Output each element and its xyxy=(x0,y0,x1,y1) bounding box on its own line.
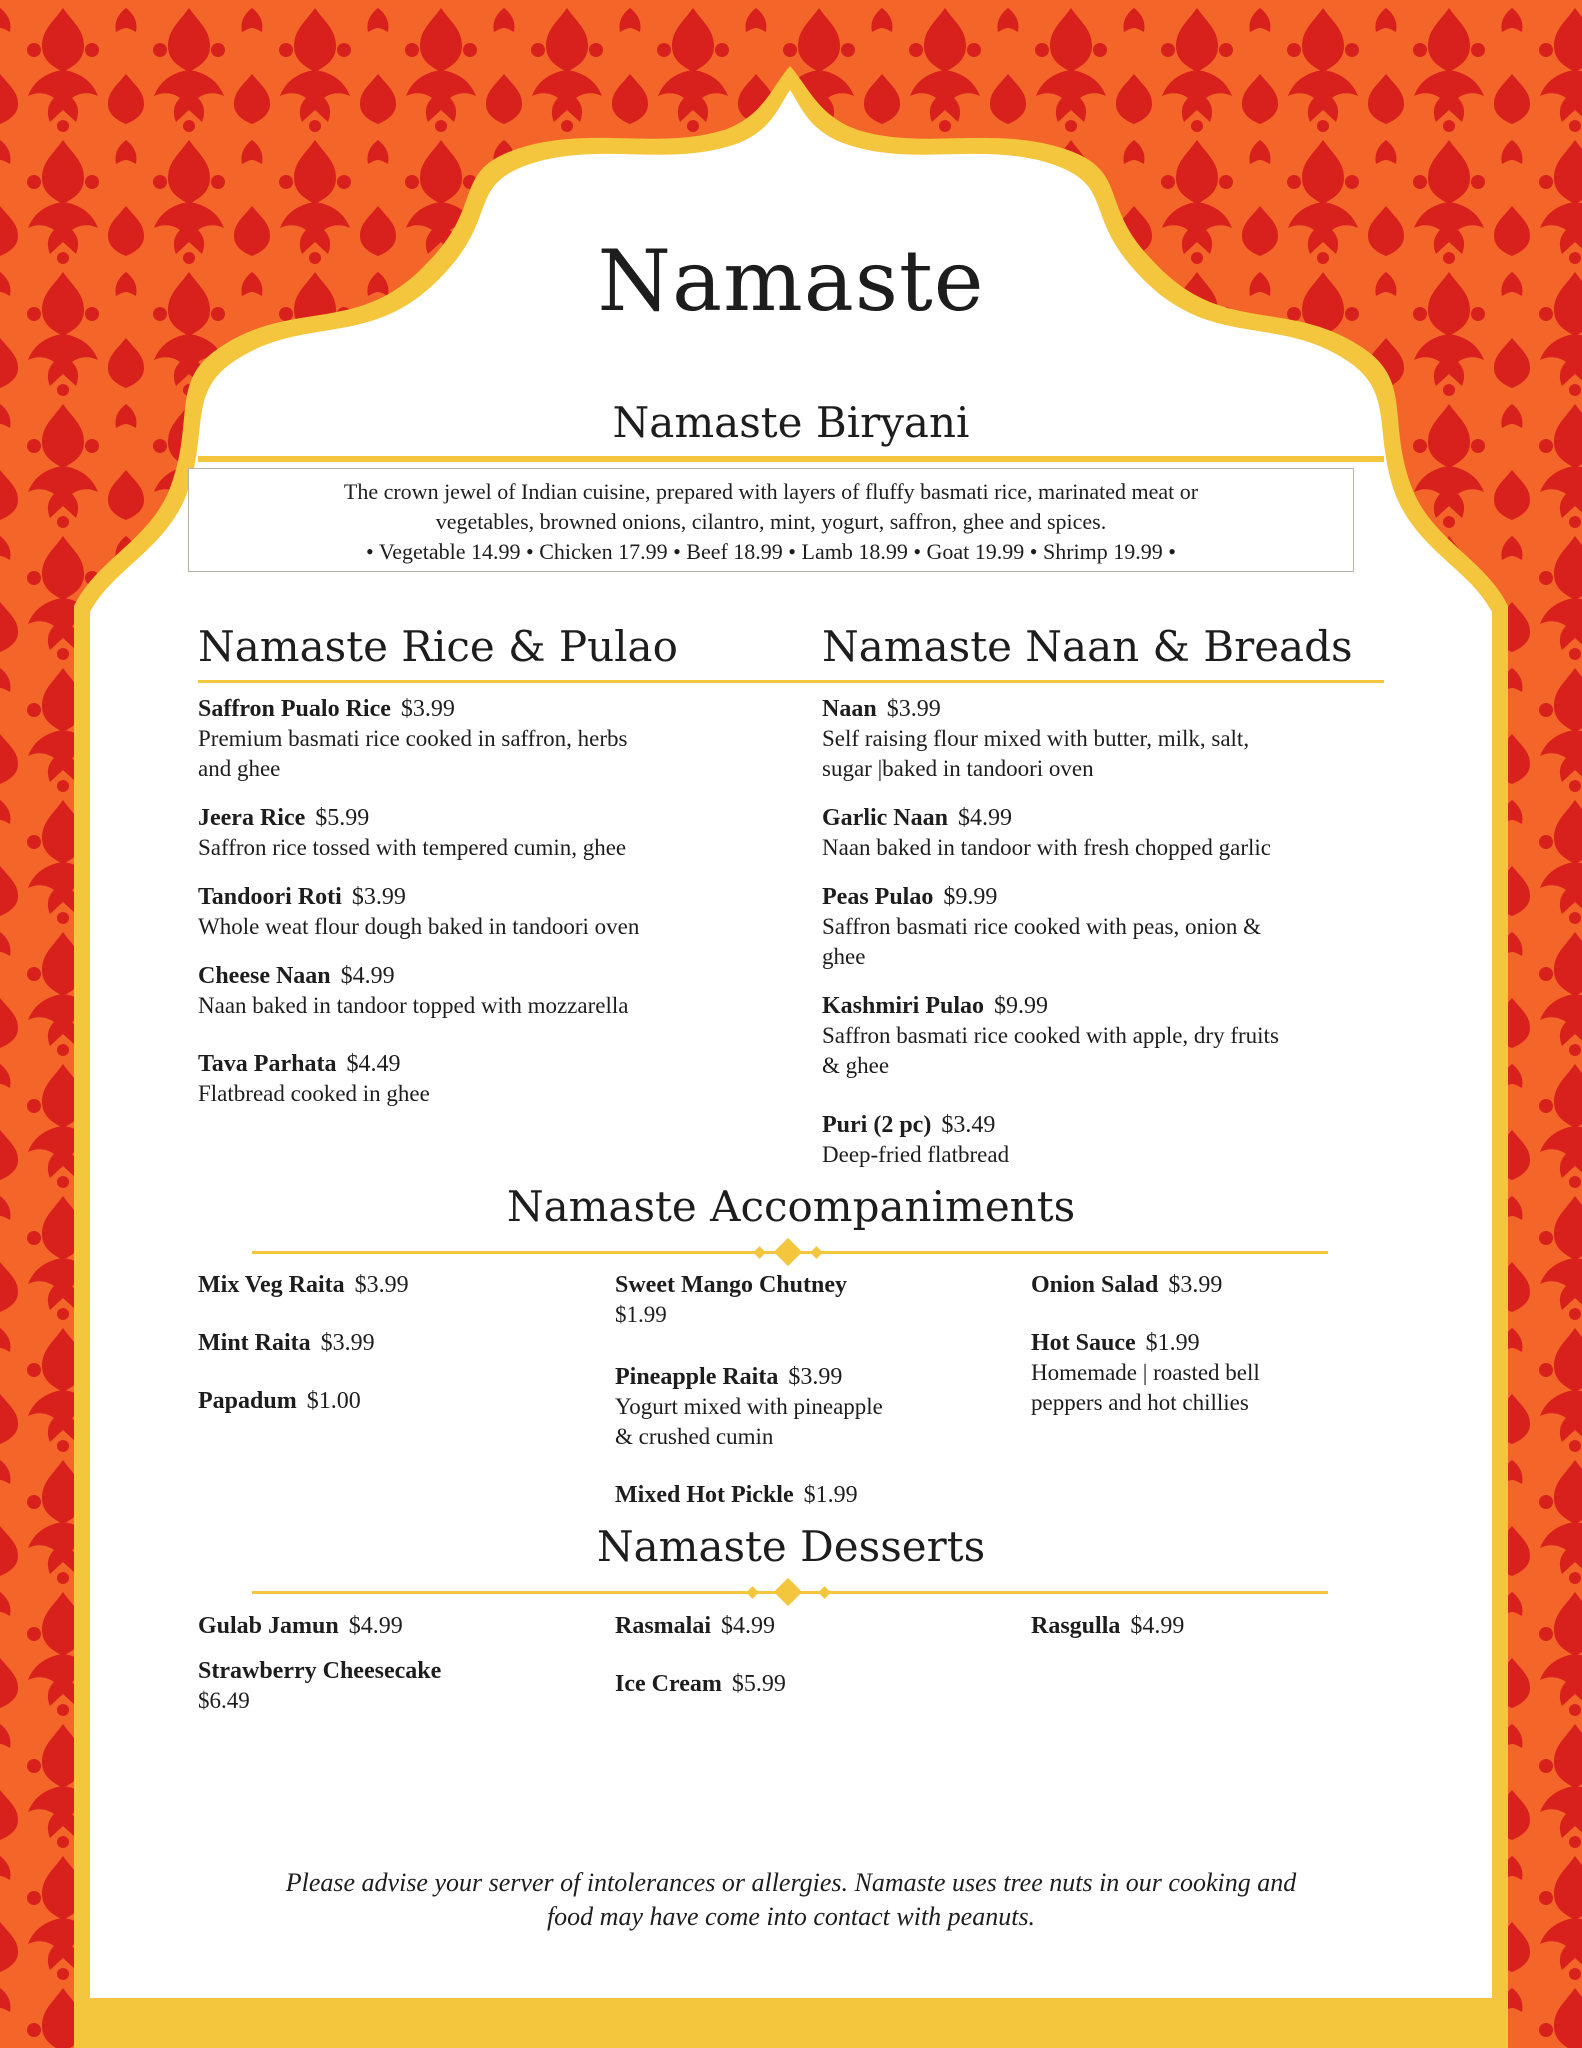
item-price: $9.99 xyxy=(994,993,1049,1019)
item-price: $1.99 xyxy=(803,1482,858,1508)
item-name: Kashmiri Pulao xyxy=(822,993,985,1019)
menu-item xyxy=(1031,1270,1371,1300)
item-price: $3.99 xyxy=(886,696,941,722)
item-name: Papadum xyxy=(198,1388,297,1414)
item-name: Tandoori Roti xyxy=(198,884,342,910)
menu-item xyxy=(822,803,1382,863)
item-price: $1.00 xyxy=(306,1388,361,1414)
desserts-section-title: Namaste Desserts xyxy=(596,1522,986,1571)
item-price: $3.99 xyxy=(354,1272,409,1298)
menu-item xyxy=(1031,1611,1184,1641)
item-name: Garlic Naan xyxy=(822,805,948,831)
two-column-divider xyxy=(198,680,1384,683)
menu-item xyxy=(198,882,758,942)
menu-item xyxy=(198,1386,361,1416)
menu-item xyxy=(198,1328,375,1358)
item-name: Mix Veg Raita xyxy=(198,1272,345,1298)
item-description: ghee xyxy=(822,944,866,969)
item-name: Rasmalai xyxy=(615,1613,711,1639)
item-description: Self raising flour mixed with butter, milk, salt, xyxy=(822,726,1250,751)
item-description: Flatbread cooked in ghee xyxy=(198,1081,430,1106)
item-price: $5.99 xyxy=(731,1671,786,1697)
menu-item xyxy=(822,694,1382,784)
item-name: Sweet Mango Chutney xyxy=(615,1272,847,1298)
menu-item xyxy=(615,1611,775,1641)
item-description: sugar |baked in tandoori oven xyxy=(822,756,1094,781)
menu-item xyxy=(198,1270,409,1300)
biryani-description-line: vegetables, browned onions, cilantro, mint, yogurt, saffron, ghee and spices. xyxy=(435,509,1107,534)
item-name: Hot Sauce xyxy=(1031,1330,1136,1356)
menu-item xyxy=(615,1270,975,1330)
biryani-price-list: • Vegetable 14.99 • Chicken 17.99 • Beef 18.99 • Lamb 18.99 • Goat 19.99 • Shrimp 19.99 • xyxy=(366,539,1176,564)
item-name: Mixed Hot Pickle xyxy=(615,1482,794,1508)
item-price: $3.99 xyxy=(320,1330,375,1356)
item-price: $1.99 xyxy=(1145,1330,1200,1356)
item-description: Naan baked in tandoor topped with mozzarella xyxy=(198,993,629,1018)
item-price: $5.99 xyxy=(315,805,370,831)
item-description: Deep-fried flatbread xyxy=(822,1142,1010,1167)
menu-item xyxy=(198,803,758,863)
item-name: Puri (2 pc) xyxy=(822,1112,932,1138)
allergy-note-line: food may have come into contact with peanuts. xyxy=(546,1902,1036,1931)
item-name: Onion Salad xyxy=(1031,1272,1159,1298)
restaurant-title: Namaste xyxy=(597,232,985,330)
item-description: Saffron basmati rice cooked with peas, onion & xyxy=(822,914,1262,939)
menu-item xyxy=(615,1669,786,1699)
item-price: $3.99 xyxy=(788,1364,843,1390)
item-price: $4.99 xyxy=(340,963,395,989)
item-price: $4.99 xyxy=(721,1613,775,1639)
item-description: Whole weat flour dough baked in tandoori oven xyxy=(198,914,640,939)
biryani-divider xyxy=(198,456,1384,462)
menu-item xyxy=(198,961,758,1021)
item-name: Naan xyxy=(822,696,877,722)
item-name: Ice Cream xyxy=(615,1671,722,1697)
item-price: $4.99 xyxy=(958,805,1012,831)
item-description: Saffron rice tossed with tempered cumin, ghee xyxy=(198,835,627,860)
menu-item xyxy=(198,1049,758,1109)
menu-item xyxy=(822,1110,1382,1170)
item-price: $3.99 xyxy=(400,696,455,722)
item-price: $6.49 xyxy=(198,1688,250,1713)
item-description: Yogurt mixed with pineapple xyxy=(615,1394,883,1419)
biryani-description-box xyxy=(188,468,1354,572)
item-name: Saffron Pualo Rice xyxy=(198,696,391,722)
item-price: $3.49 xyxy=(941,1112,996,1138)
naan-breads-section-title: Namaste Naan & Breads xyxy=(822,622,1353,671)
item-name: Gulab Jamun xyxy=(198,1613,339,1639)
item-description: Homemade | roasted bell xyxy=(1031,1360,1260,1385)
item-name: Strawberry Cheesecake xyxy=(198,1658,442,1684)
item-name: Jeera Rice xyxy=(198,805,306,831)
item-description: Saffron basmati rice cooked with apple, dry fruits xyxy=(822,1023,1279,1048)
item-description: & crushed cumin xyxy=(615,1424,774,1449)
allergy-note-line: Please advise your server of intolerances or allergies. Namaste uses tree nuts in our cooking and xyxy=(285,1868,1297,1897)
item-name: Mint Raita xyxy=(198,1330,311,1356)
item-name: Tava Parhata xyxy=(198,1051,337,1077)
item-description: & ghee xyxy=(822,1053,890,1078)
accompaniments-section-title: Namaste Accompaniments xyxy=(506,1182,1076,1231)
item-price: $4.99 xyxy=(1130,1613,1185,1639)
allergy-note xyxy=(200,1866,1382,1934)
item-description: Premium basmati rice cooked in saffron, herbs xyxy=(198,726,628,751)
item-price: $4.99 xyxy=(348,1613,403,1639)
item-name: Cheese Naan xyxy=(198,963,331,989)
menu-item xyxy=(615,1362,975,1452)
item-description: Naan baked in tandoor with fresh chopped garlic xyxy=(822,835,1271,860)
menu-item xyxy=(1031,1328,1371,1418)
item-price: $3.99 xyxy=(1168,1272,1223,1298)
biryani-description-line: The crown jewel of Indian cuisine, prepared with layers of fluffy basmati rice, marinated meat or xyxy=(343,479,1199,504)
menu-item xyxy=(822,882,1382,972)
item-description: and ghee xyxy=(198,756,281,781)
item-name: Rasgulla xyxy=(1031,1613,1121,1639)
item-price: $3.99 xyxy=(351,884,406,910)
menu-item xyxy=(822,991,1382,1081)
item-name: Pineapple Raita xyxy=(615,1364,779,1390)
item-price: $1.99 xyxy=(615,1302,667,1327)
menu-item xyxy=(198,1656,558,1716)
rice-pulao-section-title: Namaste Rice & Pulao xyxy=(198,622,678,671)
item-description: peppers and hot chillies xyxy=(1031,1390,1249,1415)
menu-item xyxy=(615,1480,975,1510)
item-price: $4.49 xyxy=(346,1051,401,1077)
menu-item xyxy=(198,694,758,784)
biryani-section-title: Namaste Biryani xyxy=(612,398,970,447)
item-name: Peas Pulao xyxy=(822,884,934,910)
item-price: $9.99 xyxy=(943,884,998,910)
menu-item xyxy=(198,1611,403,1641)
